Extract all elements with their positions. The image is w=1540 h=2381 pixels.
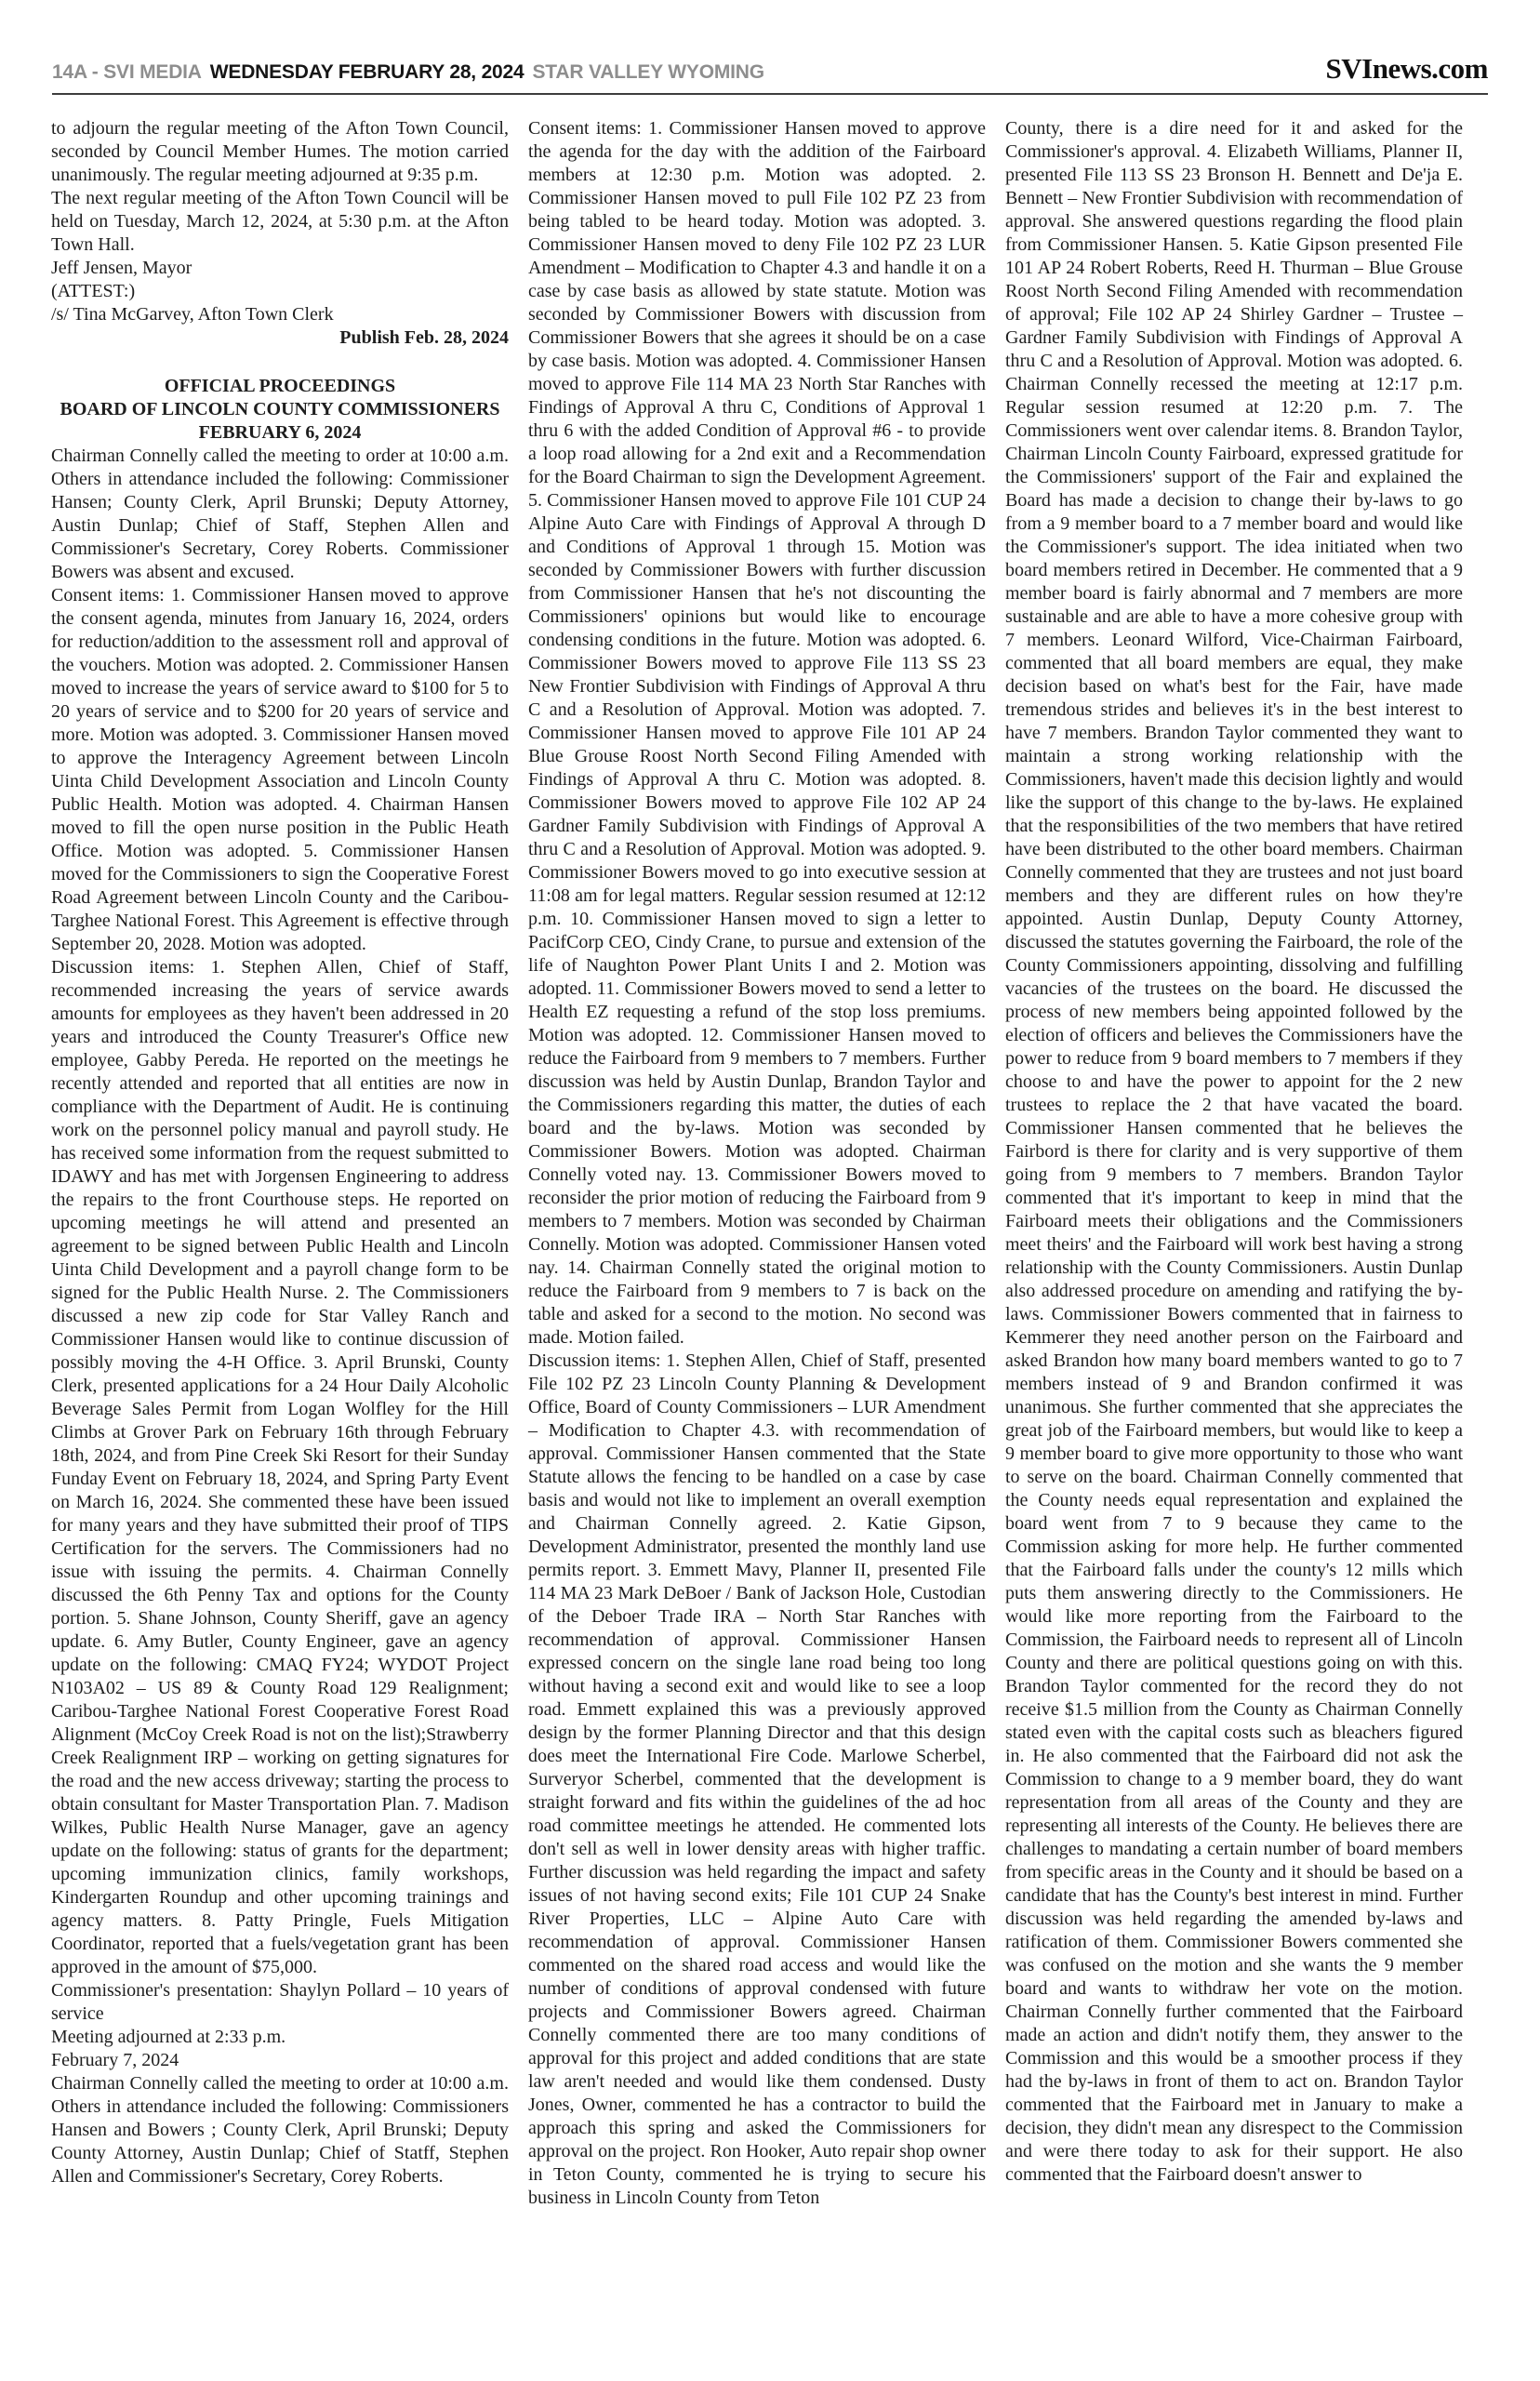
paragraph-next-meeting: The next regular meeting of the Afton Town Council will be held on Tuesday, March 12, 2024, at 5:30 p.m. at the Afton Town Hall. [51, 188, 509, 255]
column-1 [51, 117, 509, 2210]
paragraph-call-to-order: Chairman Connelly called the meeting to order at 10:00 a.m. Others in attendance included the following: Commissioner Hansen; County Clerk, April Brunski; Deputy Attorney, Austin Dunlap; Chief of Staff, Stephen Allen and Commissioner's Secretary, Corey Roberts. Commissioner Bowers was absent and excused. [51, 446, 509, 582]
paragraph-discussion-continued: County, there is a dire need for it and asked for the Commissioner's approval. 4. Elizabeth Williams, Planner II, presented File 113 SS 23 Bronson H. Bennett and De'ja E. Bennett – New Frontier Subdivision with recommendation of approval. She answered questions regarding the flood plain from Commissioner Hansen. 5. Katie Gipson presented File 101 AP 24 Robert Roberts, Reed H. Thurman – Blue Grouse Roost North Second Filing Amended with recommendation of approval; File 102 AP 24 Shirley Gardner – Trustee – Gardner Family Subdivision with Findings of Approval A thru C and a Resolution of Approval. Motion was adopted. 6. Chairman Connelly recessed the meeting at 12:17 p.m. Regular session resumed at 12:20 p.m. 7. The Commissioners went over calendar items. 8. Brandon Taylor, Chairman Lincoln County Fairboard, expressed gratitude for the Commissioners' support of the Fair and explained the Board has made a decision to change their by-laws to go from a 9 member board to a 7 member board and would like the Commissioner's support. The idea initiated when two board members retired in December. He commented that a 9 member board is fairly abnormal and 7 members are more sustainable and are able to have a more cohesive group with 7 members. Leonard Wilford, Vice-Chairman Fairboard, commented that all board members are equal, they make decision based on what's best for the Fair, have made tremendous strides and believes it's in the best interest to have 7 members. Brandon Taylor commented they want to maintain a strong working relationship with the Commissioners, haven't made this decision lightly and would like the support of this change to the by-laws. He explained that the responsibilities of the two members that have retired have been distributed to the other board members. Chairman Connelly commented that they are trustees and not just board members and they are different rules on how they're appointed. Austin Dunlap, Deputy County Attorney, discussed the statutes governing the Fairboard, the role of the County Commissioners appointing, dissolving and fulfilling vacancies of the trustees on the board. He discussed the process of new members being appointed followed by the election of officers and believes the Commissioners have the power to reduce from 9 board members to 7 members if they choose to and have the power to appoint for the 2 new trustees to replace the 2 that have vacated the board. Commissioner Hansen commented that he believes the Fairbord is there for clarity and is very supportive of them going from 9 members to 7 members. Brandon Taylor commented that it's important to keep in mind that the Fairboard meets their obligations and the Commissioners meet theirs' and the Fairboard will work best having a strong relationship with the County Commissioners. Austin Dunlap also addressed procedure on amending and ratifying the by-laws. Commissioner Bowers commented that in fairness to Kemmerer they need another person on the Fairboard and asked Brandon how many board members wanted to go to 7 members instead of 9 and Brandon confirmed it was unanimous. She further commented that she appreciates the great job of the Fairboard members, but would like to keep a 9 member board to give more opportunity to those who want to serve on the board. Chairman Connelly commented that the County needs equal representation and explained the board went from 7 to 9 because they came to the Commission asking for more help. He further commented that the Fairboard falls under the county's 12 mills which puts them answering directly to the Commissioners. He would like more reporting from the Fairboard to the Commission, the Fairboard needs to represent all of Lincoln County and there are political questions going on with this. Brandon Taylor commented for the record they do not receive $1.5 million from the County as Chairman Connelly stated even with the capital costs such as bleachers figured in. He also commented that the Fairboard did not ask the Commission to change to a 9 member board, they do want representation from all areas of the County and they are representing all interests of the County. He believes there are challenges to mandating a certain number of board members from specific areas in the County and it should be based on a candidate that has the County's best interest in mind. Further discussion was held regarding the amended by-laws and ratification of them. Commissioner Bowers commented she was confused on the motion and she wants the 9 member board and wants to withdraw her vote on the motion. Chairman Connelly further commented that the Fairboard made an action and didn't notify them, they answer to the Commission and this would be a smoother process if they had the by-laws in front of them to act on. Brandon Taylor commented that the Fairboard met in January to make a decision, they didn't mean any disrespect to the Commission and were there today to ask for their support. He also commented that the Fairboard doesn't answer to [1005, 118, 1463, 2185]
article-columns [51, 117, 1463, 2210]
paragraph-presentation: Commissioner's presentation: Shaylyn Pollard – 10 years of service [51, 1980, 509, 2024]
paragraph-discussion-items: Discussion items: 1. Stephen Allen, Chief of Staff, recommended increasing the years of service awards amounts for employees as they haven't been addressed in 20 years and introduced the County Treasurer's Office new employee, Gabby Pereda. He reported on the meetings he recently attended and reported that all entities are now in compliance with the Department of Audit. He is continuing work on the personnel policy manual and payroll study. He has received some information from the request submitted to IDAWY and has met with Jorgensen Engineering to address the repairs to the front Courthouse steps. He reported on upcoming meetings he will attend and presented an agreement to be signed between Public Health and Lincoln Uinta Child Development and a payroll change form to be signed for the Public Health Nurse. 2. The Commissioners discussed a new zip code for Star Valley Ranch and Commissioner Hansen would like to continue discussion of possibly moving the 4-H Office. 3. April Brunski, County Clerk, presented applications for a 24 Hour Daily Alcoholic Beverage Sales Permit from Logan Wolfley for the Hill Climbs at Grover Park on February 16th through February 18th, 2024, and from Pine Creek Ski Resort for their Sunday Funday Event on February 18, 2024, and Spring Party Event on March 16, 2024. She commented these have been issued for many years and they have submitted their proof of TIPS Certification for the servers. The Commissioners had no issue with issuing the permits. 4. Chairman Connelly discussed the 6th Penny Tax and options for the County portion. 5. Shane Johnson, County Sheriff, gave an agency update. 6. Amy Butler, County Engineer, gave an agency update on the following: CMAQ FY24; WYDOT Project N103A02 – US 89 & County Road 129 Realignment; Caribou-Targhee National Forest Cooperative Forest Road Alignment (McCoy Creek Road is not on the list);Strawberry Creek Realignment IRP – working on getting signatures for the road and the new access driveway; starting the process to obtain consultant for Master Transportation Plan. 7. Madison Wilkes, Public Health Nurse Manager, gave an agency update on the following: status of grants for the department; upcoming immunization clinics, family workshops, Kindergarten Roundup and other upcoming trainings and agency matters. 8. Patty Pringle, Fuels Mitigation Coordinator, reported that a fuels/vegetation grant has been approved in the amount of $75,000. [51, 957, 509, 1977]
column-2 [528, 117, 986, 2210]
adjourned-line: Meeting adjourned at 2:33 p.m. [51, 2027, 286, 2047]
paragraph-feb7-call-to-order: Chairman Connelly called the meeting to order at 10:00 a.m. Others in attendance included the following: Commissioners Hansen and Bowers ; County Clerk, April Brunski; Deputy County Attorney, Austin Dunlap; Chief of Statff, Stephen Allen and Commissioner's Secretary, Corey Roberts. [51, 2073, 509, 2187]
site-name: SVInews.com [1325, 52, 1488, 85]
paragraph-consent-items: Consent items: 1. Commissioner Hansen moved to approve the consent agenda, minutes from January 16, 2024, orders for reduction/addition to the assessment roll and approval of the vouchers. Motion was adopted. 2. Commissioner Hansen moved to increase the years of service award to $100 for 5 to 20 years of service and to $200 for 20 years of service and more. Motion was adopted. 3. Commissioner Hansen moved to approve the Interagency Agreement between Lincoln Uinta Child Development Association and Lincoln County Public Health. Motion was adopted. 4. Chairman Hansen moved to fill the open nurse position in the Public Heath Office. Motion was adopted. 5. Commissioner Hansen moved for the Commissioners to sign the Cooperative Forest Road Agreement between Lincoln County and the Caribou-Targhee National Forest. This Agreement is effective through September 20, 2028. Motion was adopted. [51, 585, 509, 954]
location-label: STAR VALLEY WYOMING [532, 61, 764, 83]
board-heading: BOARD OF LINCOLN COUNTY COMMISSIONERS [60, 399, 500, 419]
issue-date: WEDNESDAY FEBRUARY 28, 2024 [209, 61, 524, 83]
mayor-signature-line: Jeff Jensen, Mayor [51, 258, 192, 278]
attest-line: (ATTEST:) [51, 281, 136, 301]
page-number-label: 14A - SVI MEDIA [52, 61, 202, 83]
paragraph-discussion-items-feb7: Discussion items: 1. Stephen Allen, Chief of Staff, presented File 102 PZ 23 Lincoln County Planning & Development Office, Board of County Commissioners – LUR Amendment – Modification to Chapter 4.3. with recommendation of approval. Commissioner Hansen commented that the State Statute allows the fencing to be handled on a case by case basis and would not like to implement an overall exemption and Chairman Connelly agreed. 2. Katie Gipson, Development Administrator, presented the monthly land use permits report. 3. Emmett Mavy, Planner II, presented File 114 MA 23 Mark DeBoer / Bank of Jackson Hole, Custodian of the Deboer Trade IRA – North Star Ranches with recommendation of approval. Commissioner Hansen expressed concern on the single lane road being too long without having a second exit and would like to see a loop road. Emmett explained this was a previously approved design by the former Planning Director and that this design does meet the International Fire Code. Marlowe Scherbel, Surveryor Scherbel, commented that the development is straight forward and fits within the guidelines of the ad hoc road committee meetings he attended. He commented lots don't sell as well in lower density areas with higher traffic. Further discussion was held regarding the impact and safety issues of not having second exits; File 101 CUP 24 Snake River Properties, LLC – Alpine Auto Care with recommendation of approval. Commissioner Hansen commented on the shared road access and would like the number of conditions of approval condensed with future projects and Commissioner Bowers agreed. Chairman Connelly commented there are too many conditions of approval for this project and added conditions that are state law aren't needed and would like them condensed. Dusty Jones, Owner, commented he has a contractor to build the approach this spring and asked the Commissioners for approval on the project. Ron Hooker, Auto repair shop owner in Teton County, commented he is trying to secure his business in Lincoln County from Teton [528, 1350, 986, 2208]
meeting-date-heading: FEBRUARY 6, 2024 [198, 422, 362, 443]
column-3 [1005, 117, 1463, 2210]
proceedings-heading: OFFICIAL PROCEEDINGS [164, 376, 396, 396]
paragraph-adjournment: to adjourn the regular meeting of the Afton Town Council, seconded by Council Member Humes. The motion carried unanimously. The regular meeting adjourned at 9:35 p.m. [51, 118, 509, 185]
february-7-date-line: February 7, 2024 [51, 2050, 179, 2070]
publish-date-line: Publish Feb. 28, 2024 [339, 327, 509, 348]
edition-info [52, 61, 764, 84]
paragraph-consent-items-feb7: Consent items: 1. Commissioner Hansen moved to approve the agenda for the day with the addition of the Fairboard members at 12:30 p.m. Motion was adopted. 2. Commissioner Hansen moved to pull File 102 PZ 23 from being tabled to be heard today. Motion was adopted. 3. Commissioner Hansen moved to deny File 102 PZ 23 LUR Amendment – Modification to Chapter 4.3 and handle it on a case by case basis as allowed by state statute. Motion was seconded by Commissioner Bowers with discussion from Commissioner Bowers that she agrees it should be on a case by case basis. Motion was adopted. 4. Commissioner Hansen moved to approve File 114 MA 23 North Star Ranches with Findings of Approval A thru C, Conditions of Approval 1 thru 6 with the added Condition of Approval #6 - to provide a loop road allowing for a 2nd exit and a Recommendation for the Board Chairman to sign the Development Agreement. 5. Commissioner Hansen moved to approve File 101 CUP 24 Alpine Auto Care with Findings of Approval A through D and Conditions of Approval 1 through 15. Motion was seconded by Commissioner Bowers with further discussion from Commissioner Hansen that he's not discounting the Commissioners' opinions but would like to encourage condensing conditions in the future. Motion was adopted. 6. Commissioner Bowers moved to approve File 113 SS 23 New Frontier Subdivision with Findings of Approval A thru C and a Resolution of Approval. Motion was adopted. 7. Commissioner Hansen moved to approve File 101 AP 24 Blue Grouse Roost North Second Filing Amended with Findings of Approval A thru C. Motion was adopted. 8. Commissioner Bowers moved to approve File 102 AP 24 Gardner Family Subdivision with Findings of Approval A thru C and a Resolution of Approval. Motion was adopted. 9. Commissioner Bowers moved to go into executive session at 11:08 am for legal matters. Regular session resumed at 12:12 p.m. 10. Commissioner Hansen moved to sign a letter to PacifCorp CEO, Cindy Crane, to pursue and extension of the life of Naughton Power Plant Units I and 2. Motion was adopted. 11. Commissioner Bowers moved to send a letter to Health EZ requesting a refund of the stop loss premiums. Motion was adopted. 12. Commissioner Hansen moved to reduce the Fairboard from 9 members to 7 members. Further discussion was held by Austin Dunlap, Brandon Taylor and the Commissioners regarding this matter, the duties of each board and the by-laws. Motion was seconded by Commissioner Bowers. Motion was adopted. Chairman Connelly voted nay. 13. Commissioner Bowers moved to reconsider the prior motion of reducing the Fairboard from 9 members to 7 members. Motion was seconded by Chairman Connelly. Motion was adopted. Commissioner Hansen voted nay. 14. Chairman Connelly stated the original motion to reduce the Fairboard from 9 members to 7 is back on the table and asked for a second to the motion. No second was made. Motion failed. [528, 118, 986, 1348]
clerk-signature-line: /s/ Tina McGarvey, Afton Town Clerk [51, 304, 334, 325]
header-rule [52, 93, 1488, 95]
section-spacer [51, 350, 509, 375]
page-header [52, 0, 1488, 86]
